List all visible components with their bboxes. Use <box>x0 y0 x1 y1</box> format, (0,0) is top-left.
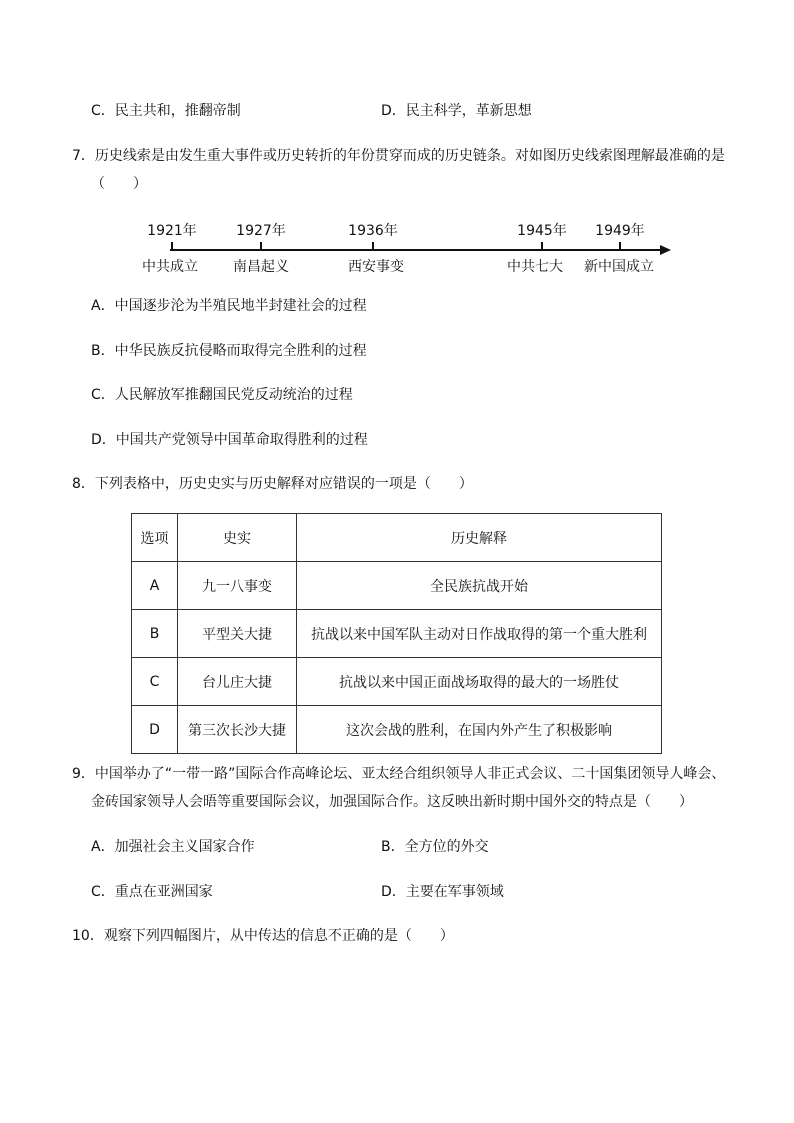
table-cell: 全民族抗战开始 <box>297 562 662 610</box>
q8-table <box>131 513 662 754</box>
table-row <box>132 658 662 706</box>
table-cell: 抗战以来中国正面战场取得的最大的一场胜仗 <box>297 658 662 706</box>
timeline-year: 1945年 <box>517 223 567 239</box>
timeline-event: 中共成立 <box>142 259 198 275</box>
timeline-tick <box>260 242 262 250</box>
q7-stem: 7．历史线索是由发生重大事件或历史转折的年份贯穿而成的历史链条。对如图历史线索图理解最准确的是 <box>72 148 725 164</box>
q7-option-c: C．人民解放军推翻国民党反动统治的过程 <box>91 387 353 403</box>
q10-stem: 10．观察下列四幅图片，从中传达的信息不正确的是（ ） <box>72 928 454 944</box>
timeline-year: 1936年 <box>348 223 398 239</box>
timeline-event: 中共七大 <box>507 259 563 275</box>
timeline-event: 西安事变 <box>348 259 404 275</box>
table-header-cell: 选项 <box>132 514 178 562</box>
q9-option-c: C．重点在亚洲国家 <box>91 884 213 900</box>
q7-stem-paren: （ ） <box>91 176 147 192</box>
table-cell: D <box>132 706 178 754</box>
table-cell: 抗战以来中国军队主动对日作战取得的第一个重大胜利 <box>297 610 662 658</box>
table-cell: C <box>132 658 178 706</box>
table-cell: 这次会战的胜利，在国内外产生了积极影响 <box>297 706 662 754</box>
q8-stem: 8．下列表格中，历史史实与历史解释对应错误的一项是（ ） <box>72 476 473 492</box>
q6-option-c: C．民主共和，推翻帝制 <box>91 103 241 119</box>
timeline-event: 新中国成立 <box>584 259 654 275</box>
q9-option-a: A．加强社会主义国家合作 <box>91 839 255 855</box>
q7-option-a: A．中国逐步沦为半殖民地半封建社会的过程 <box>91 298 367 314</box>
table-row <box>132 610 662 658</box>
timeline-year: 1921年 <box>147 223 197 239</box>
table-cell: 平型关大捷 <box>178 610 297 658</box>
timeline-event: 南昌起义 <box>233 259 289 275</box>
q9-stem: 9．中国举办了“一带一路”国际合作高峰论坛、亚太经合组织领导人非正式会议、二十国集团领导人峰会、 <box>72 766 726 782</box>
table-header-row <box>132 514 662 562</box>
q7-option-b: B．中华民族反抗侵略而取得完全胜利的过程 <box>91 343 367 359</box>
q9-option-d: D．主要在军事领域 <box>381 884 504 900</box>
timeline-tick <box>619 242 621 250</box>
timeline-tick <box>372 242 374 250</box>
q7-option-d: D．中国共产党领导中国革命取得胜利的过程 <box>91 432 368 448</box>
table-cell: 台儿庄大捷 <box>178 658 297 706</box>
table-row <box>132 562 662 610</box>
q9-stem-cont: 金砖国家领导人会晤等重要国际会议，加强国际合作。这反映出新时期中国外交的特点是（ ） <box>91 794 693 810</box>
q9-option-b: B．全方位的外交 <box>381 839 489 855</box>
table-row <box>132 706 662 754</box>
timeline-tick <box>171 242 173 250</box>
table-cell: A <box>132 562 178 610</box>
table-cell: B <box>132 610 178 658</box>
timeline-year: 1927年 <box>236 223 286 239</box>
table-header-cell: 历史解释 <box>297 514 662 562</box>
q6-option-d: D．民主科学，革新思想 <box>381 103 532 119</box>
timeline-tick <box>541 242 543 250</box>
timeline-axis <box>170 249 662 251</box>
table-cell: 九一八事变 <box>178 562 297 610</box>
timeline-arrow-icon <box>660 245 671 255</box>
table-header-cell: 史实 <box>178 514 297 562</box>
table-cell: 第三次长沙大捷 <box>178 706 297 754</box>
timeline-year: 1949年 <box>595 223 645 239</box>
